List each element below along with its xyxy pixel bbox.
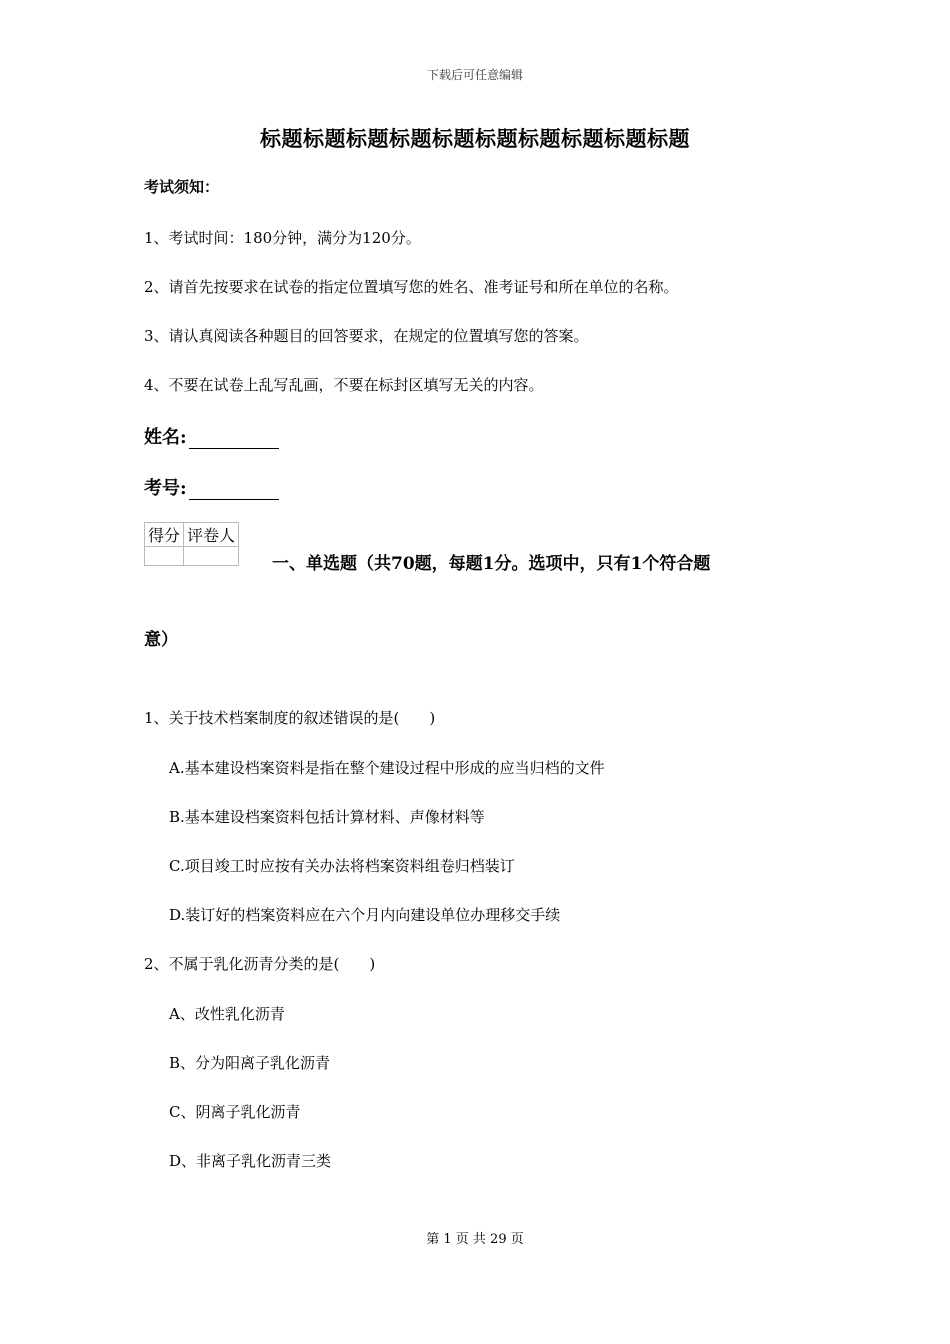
- question-option: B.基本建设档案资料包括计算材料、声像材料等: [169, 808, 485, 826]
- grader-cell[interactable]: [184, 547, 239, 566]
- exam-number-field: [144, 474, 279, 500]
- score-table: [144, 522, 239, 566]
- grader-header: 评卷人: [184, 523, 239, 547]
- notice-item: 3、请认真阅读各种题目的回答要求，在规定的位置填写您的答案。: [144, 327, 589, 345]
- page-footer: 第 1 页 共 29 页: [426, 1232, 524, 1247]
- document-title: 标题标题标题标题标题标题标题标题标题标题: [260, 126, 690, 151]
- question-option: D.装订好的档案资料应在六个月内向建设单位办理移交手续: [169, 906, 561, 924]
- exam-number-blank-line[interactable]: [189, 481, 279, 500]
- section-title-continued: 意）: [144, 630, 178, 650]
- question-option: A.基本建设档案资料是指在整个建设过程中形成的应当归档的文件: [169, 759, 605, 777]
- question-stem: 2、不属于乳化沥青分类的是( ): [144, 955, 376, 973]
- question-option: B、分为阳离子乳化沥青: [169, 1054, 331, 1072]
- question-stem: 1、关于技术档案制度的叙述错误的是( ): [144, 709, 436, 727]
- notice-heading: 考试须知：: [144, 178, 220, 196]
- name-label: 姓名:: [144, 427, 187, 448]
- notice-item: 2、请首先按要求在试卷的指定位置填写您的姓名、准考证号和所在单位的名称。: [144, 278, 679, 296]
- header-note: 下载后可任意编辑: [426, 68, 523, 82]
- name-field: [144, 423, 279, 449]
- question-option: D、非离子乳化沥青三类: [169, 1152, 332, 1170]
- score-cell[interactable]: [145, 547, 184, 566]
- question-option: C.项目竣工时应按有关办法将档案资料组卷归档装订: [169, 857, 515, 875]
- name-blank-line[interactable]: [189, 430, 279, 449]
- question-option: C、阴离子乳化沥青: [169, 1103, 301, 1121]
- question-option: A、改性乳化沥青: [169, 1005, 285, 1023]
- notice-item: 4、不要在试卷上乱写乱画，不要在标封区填写无关的内容。: [144, 376, 544, 394]
- section-title: 一、单选题（共70题，每题1分。选项中，只有1个符合题: [272, 554, 711, 574]
- exam-number-label: 考号:: [144, 478, 187, 499]
- notice-item: 1、考试时间：180分钟，满分为120分。: [144, 229, 421, 247]
- score-header: 得分: [145, 523, 184, 547]
